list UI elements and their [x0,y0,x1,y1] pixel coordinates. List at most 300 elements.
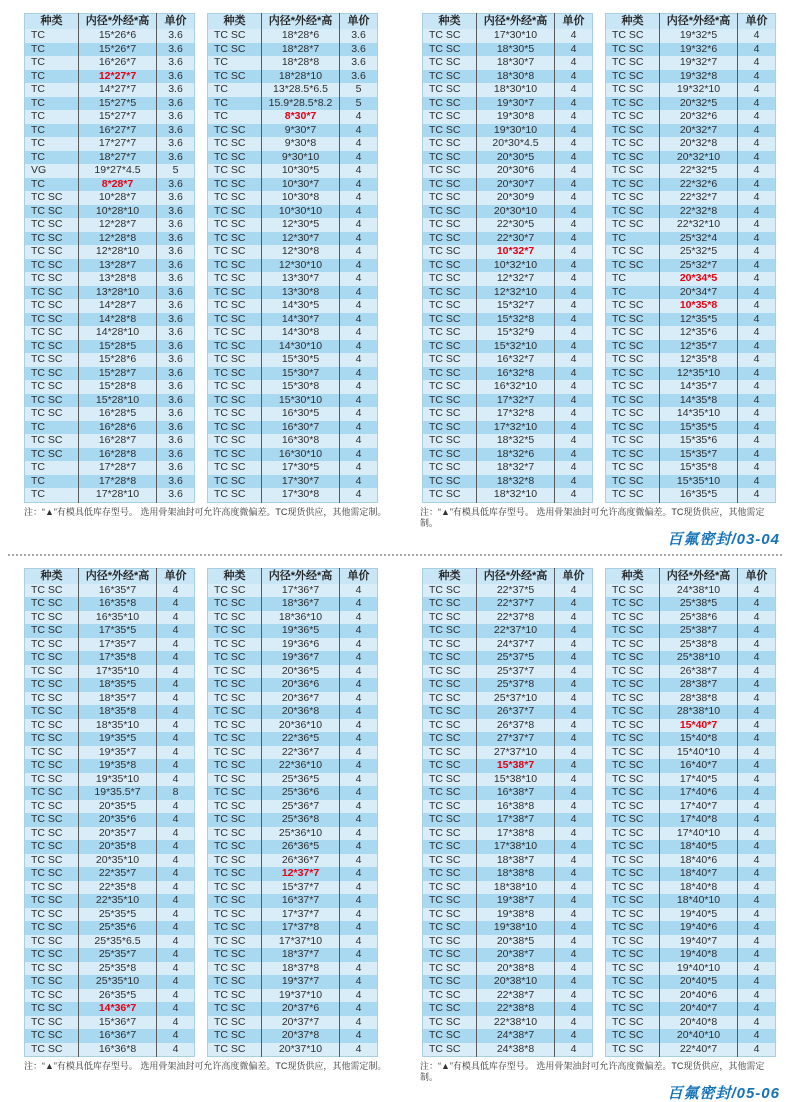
size-cell: 25*37*8 [477,678,555,692]
species-cell: TC SC [208,908,262,922]
table-row [606,313,776,327]
species-cell: TC SC [423,759,477,773]
price-cell: 4 [738,867,776,881]
gap [378,568,422,1058]
species-cell: TC SC [208,854,262,868]
table-row [25,840,195,854]
species-cell: TC SC [423,827,477,841]
species-cell: TC SC [208,286,262,300]
size-cell: 25*35*5 [79,908,157,922]
table-row [423,124,593,138]
price-cell: 4 [340,137,378,151]
size-cell: 12*35*6 [660,326,738,340]
size-cell: 16*36*8 [79,1043,157,1057]
species-cell: TC SC [423,584,477,598]
size-cell: 19*32*7 [660,56,738,70]
size-cell: 16*32*8 [477,367,555,381]
table-row [208,840,378,854]
price-cell: 4 [340,597,378,611]
price-cell: 4 [157,759,195,773]
size-cell: 17*32*10 [477,421,555,435]
species-cell: TC SC [208,461,262,475]
species-cell: TC SC [208,205,262,219]
species-cell: TC SC [606,651,660,665]
table-row [606,151,776,165]
price-cell: 4 [555,705,593,719]
price-cell: 4 [738,759,776,773]
size-cell: 22*38*8 [477,1002,555,1016]
table-row [25,245,195,259]
species-cell: TC SC [25,638,79,652]
price-cell: 4 [555,124,593,138]
tables-row [0,568,790,1058]
species-cell: TC SC [25,380,79,394]
species-cell: TC SC [606,867,660,881]
table-row [25,367,195,381]
size-cell: 16*28*5 [79,407,157,421]
price-cell: 4 [738,1029,776,1043]
price-table [422,13,593,503]
species-cell: TC SC [25,921,79,935]
species-cell: TC SC [423,475,477,489]
price-cell: 4 [738,407,776,421]
table-row [606,759,776,773]
size-cell: 18*35*5 [79,678,157,692]
column-header-species: 种类 [423,568,477,584]
price-cell: 4 [738,854,776,868]
species-cell: TC SC [606,70,660,84]
table-row [423,488,593,502]
table-row [25,178,195,192]
price-cell: 3.6 [157,137,195,151]
price-cell: 4 [738,962,776,976]
species-cell: TC SC [208,651,262,665]
species-cell: TC SC [606,29,660,43]
table-row [25,151,195,165]
size-cell: 17*35*5 [79,624,157,638]
table-row [208,245,378,259]
table-row [25,340,195,354]
species-cell: TC SC [606,1043,660,1057]
table-row [423,1029,593,1043]
size-cell: 15*26*7 [79,43,157,57]
table-row [606,935,776,949]
price-cell: 4 [340,651,378,665]
species-cell: TC SC [25,1029,79,1043]
size-cell: 25*38*10 [660,651,738,665]
table-row [208,205,378,219]
species-cell: TC SC [606,611,660,625]
table-row [208,164,378,178]
species-cell: TC SC [423,921,477,935]
table-row [606,394,776,408]
column-header-species: 种类 [606,568,660,584]
size-cell: 17*30*7 [262,475,340,489]
price-cell: 4 [738,340,776,354]
table-row [25,894,195,908]
table-row [208,624,378,638]
price-cell: 3.6 [157,340,195,354]
price-cell: 4 [555,894,593,908]
species-cell: TC SC [25,272,79,286]
size-cell: 15*32*9 [477,326,555,340]
price-cell: 4 [157,651,195,665]
species-cell: TC SC [606,461,660,475]
table-row [423,97,593,111]
species-cell: TC SC [423,962,477,976]
table-row [25,110,195,124]
species-cell: TC SC [25,448,79,462]
size-cell: 19*32*6 [660,43,738,57]
size-cell: 19*38*10 [477,921,555,935]
species-cell: TC SC [423,840,477,854]
size-cell: 28*38*10 [660,705,738,719]
species-cell: TC [25,475,79,489]
price-cell: 4 [340,935,378,949]
header-row [606,14,776,30]
size-cell: 27*37*10 [477,746,555,760]
column-header-price: 单价 [340,14,378,30]
size-cell: 18*30*7 [477,56,555,70]
species-cell: TC SC [208,124,262,138]
size-cell: 19*30*10 [477,124,555,138]
table-row [208,638,378,652]
size-cell: 16*32*7 [477,353,555,367]
species-cell: TC SC [423,313,477,327]
table-row [423,746,593,760]
species-cell: TC SC [208,326,262,340]
price-cell: 4 [555,56,593,70]
species-cell: TC SC [606,732,660,746]
size-cell: 20*38*10 [477,975,555,989]
size-cell: 20*30*4.5 [477,137,555,151]
table-row [606,1029,776,1043]
size-cell: 19*40*5 [660,908,738,922]
table-row [208,326,378,340]
size-cell: 15*35*7 [660,448,738,462]
size-cell: 17*40*10 [660,827,738,841]
price-cell: 4 [738,272,776,286]
size-cell: 22*32*6 [660,178,738,192]
species-cell: TC SC [208,407,262,421]
price-cell: 4 [555,786,593,800]
species-cell: TC SC [25,786,79,800]
species-cell: TC SC [423,299,477,313]
column-header-species: 种类 [423,14,477,30]
species-cell: TC SC [423,705,477,719]
table-row [208,692,378,706]
price-cell: 4 [555,1016,593,1030]
table-row [25,678,195,692]
price-cell: 4 [340,353,378,367]
price-cell: 4 [555,597,593,611]
size-cell: 24*37*7 [477,638,555,652]
size-cell: 25*38*7 [660,624,738,638]
table-row [208,421,378,435]
price-cell: 4 [555,313,593,327]
size-cell: 19*35*7 [79,746,157,760]
price-cell: 4 [555,299,593,313]
price-cell: 4 [555,678,593,692]
size-cell: 17*36*7 [262,584,340,598]
size-cell: 16*37*7 [262,894,340,908]
table-row [423,232,593,246]
species-cell: TC SC [25,407,79,421]
table-row [423,975,593,989]
table-row [606,692,776,706]
table-row [25,597,195,611]
size-cell: 18*28*6 [262,29,340,43]
table-row [25,191,195,205]
price-cell: 4 [340,259,378,273]
price-cell: 4 [340,867,378,881]
table-row [423,340,593,354]
table-row [208,1016,378,1030]
price-cell: 4 [555,975,593,989]
price-cell: 4 [340,692,378,706]
column-header-size: 内径*外经*高 [262,14,340,30]
price-cell: 4 [738,773,776,787]
species-cell: TC SC [606,975,660,989]
price-cell: 4 [555,921,593,935]
size-cell: 14*35*10 [660,407,738,421]
size-cell: 15*40*10 [660,746,738,760]
price-cell: 4 [340,881,378,895]
price-cell: 4 [555,488,593,502]
size-cell: 25*38*6 [660,611,738,625]
table-row [25,97,195,111]
species-cell: TC [25,56,79,70]
species-cell: TC SC [423,380,477,394]
price-cell: 4 [157,678,195,692]
column-header-price: 单价 [738,14,776,30]
price-cell: 4 [738,178,776,192]
price-cell: 4 [340,380,378,394]
table-row [208,1043,378,1057]
species-cell: TC SC [25,218,79,232]
size-cell: 25*35*7 [79,948,157,962]
price-cell: 4 [340,164,378,178]
table-row [423,881,593,895]
species-cell: TC SC [208,975,262,989]
table-row [423,151,593,165]
size-cell: 15*40*7 [660,719,738,733]
table-row [606,597,776,611]
species-cell: TC SC [208,678,262,692]
size-cell: 18*40*5 [660,840,738,854]
size-cell: 17*32*7 [477,394,555,408]
species-cell: TC SC [208,259,262,273]
table-row [606,245,776,259]
size-cell: 20*36*8 [262,705,340,719]
species-cell: TC SC [25,840,79,854]
size-cell: 15*35*8 [660,461,738,475]
species-cell: TC SC [423,461,477,475]
price-cell: 4 [555,137,593,151]
size-cell: 16*30*5 [262,407,340,421]
size-cell: 17*30*10 [477,29,555,43]
species-cell: TC SC [208,584,262,598]
size-cell: 17*30*5 [262,461,340,475]
table-row [208,29,378,43]
price-cell: 4 [340,151,378,165]
size-cell: 17*35*7 [79,638,157,652]
species-cell: TC SC [423,1002,477,1016]
species-cell: TC [25,70,79,84]
size-cell: 10*32*10 [477,259,555,273]
table-row [208,83,378,97]
species-cell: TC SC [423,43,477,57]
price-cell: 3.6 [340,70,378,84]
size-cell: 24*38*10 [660,584,738,598]
price-table [207,568,378,1058]
size-cell: 20*37*10 [262,1043,340,1057]
price-cell: 4 [738,461,776,475]
size-cell: 18*40*10 [660,894,738,908]
page-label: 百氟密封/05-06 [0,1086,790,1102]
species-cell: TC SC [25,746,79,760]
species-cell: TC SC [606,705,660,719]
table-row [606,110,776,124]
size-cell: 22*36*10 [262,759,340,773]
size-cell: 19*35*10 [79,773,157,787]
footnote: 注：“▲”有模具低库存型号。 选用骨架油封可允许高度微偏差。TC现货供应，其他需定制。 [420,1061,790,1083]
size-cell: 14*28*10 [79,326,157,340]
size-cell: 18*38*7 [477,854,555,868]
table-row [606,407,776,421]
price-cell: 4 [157,611,195,625]
price-cell: 4 [738,705,776,719]
price-cell: 4 [340,448,378,462]
species-cell: TC SC [423,773,477,787]
table-row [423,218,593,232]
footnote-row [0,507,790,529]
table-row [606,651,776,665]
table-row [208,151,378,165]
price-cell: 4 [340,840,378,854]
size-cell: 16*35*8 [79,597,157,611]
table-row [25,299,195,313]
price-cell: 4 [555,746,593,760]
table-row [208,732,378,746]
size-cell: 10*35*8 [660,299,738,313]
price-cell: 4 [340,461,378,475]
species-cell: TC SC [423,894,477,908]
species-cell: TC SC [423,421,477,435]
size-cell: 12*28*7 [79,218,157,232]
table-row [606,70,776,84]
size-cell: 18*28*10 [262,70,340,84]
price-cell: 4 [555,881,593,895]
table-row [25,1043,195,1057]
price-cell: 4 [555,286,593,300]
species-cell: TC SC [423,367,477,381]
size-cell: 17*40*6 [660,786,738,800]
price-cell: 4 [555,867,593,881]
table-row [423,665,593,679]
price-cell: 4 [157,773,195,787]
species-cell: TC SC [423,232,477,246]
size-cell: 19*40*6 [660,921,738,935]
size-cell: 10*28*10 [79,205,157,219]
size-cell: 20*30*6 [477,164,555,178]
species-cell: TC [606,272,660,286]
table-row [606,665,776,679]
species-cell: TC SC [606,218,660,232]
size-cell: 18*30*8 [477,70,555,84]
table-row [423,137,593,151]
table-row [208,651,378,665]
table-row [606,205,776,219]
size-cell: 20*36*7 [262,692,340,706]
species-cell: TC SC [606,948,660,962]
size-cell: 12*32*10 [477,286,555,300]
size-cell: 18*35*8 [79,705,157,719]
species-cell: TC SC [208,245,262,259]
size-cell: 16*28*7 [79,434,157,448]
table-row [25,137,195,151]
size-cell: 15*28*8 [79,380,157,394]
price-cell: 4 [555,948,593,962]
size-cell: 20*40*6 [660,989,738,1003]
size-cell: 20*35*10 [79,854,157,868]
price-cell: 4 [555,70,593,84]
table-row [25,773,195,787]
size-cell: 13*30*8 [262,286,340,300]
table-row [423,29,593,43]
table-row [423,326,593,340]
table-row [25,164,195,178]
species-cell: TC SC [208,488,262,502]
price-cell: 3.6 [157,218,195,232]
price-cell: 3.6 [157,178,195,192]
column-header-price: 单价 [738,568,776,584]
species-cell: TC SC [423,975,477,989]
species-cell: TC [25,488,79,502]
table-row [208,70,378,84]
species-cell: TC [25,151,79,165]
table-row [208,475,378,489]
size-cell: 18*35*10 [79,719,157,733]
table-row [25,124,195,138]
size-cell: 20*40*5 [660,975,738,989]
table-row [606,1043,776,1057]
species-cell: TC SC [208,299,262,313]
table-row [606,732,776,746]
species-cell: TC SC [208,1002,262,1016]
price-cell: 4 [340,948,378,962]
species-cell: TC SC [25,367,79,381]
size-cell: 13*28*8 [79,272,157,286]
table-row [208,448,378,462]
price-cell: 3.6 [157,124,195,138]
table-row [423,800,593,814]
size-cell: 25*37*5 [477,651,555,665]
table-row [25,83,195,97]
price-cell: 4 [738,827,776,841]
species-cell: TC [208,56,262,70]
species-cell: TC SC [606,962,660,976]
price-cell: 4 [738,908,776,922]
table-row [208,353,378,367]
price-cell: 4 [555,1002,593,1016]
price-cell: 4 [340,638,378,652]
species-cell: TC SC [208,151,262,165]
price-cell: 4 [555,272,593,286]
species-cell: TC SC [25,962,79,976]
gap [593,13,605,503]
size-cell: 15*32*8 [477,313,555,327]
